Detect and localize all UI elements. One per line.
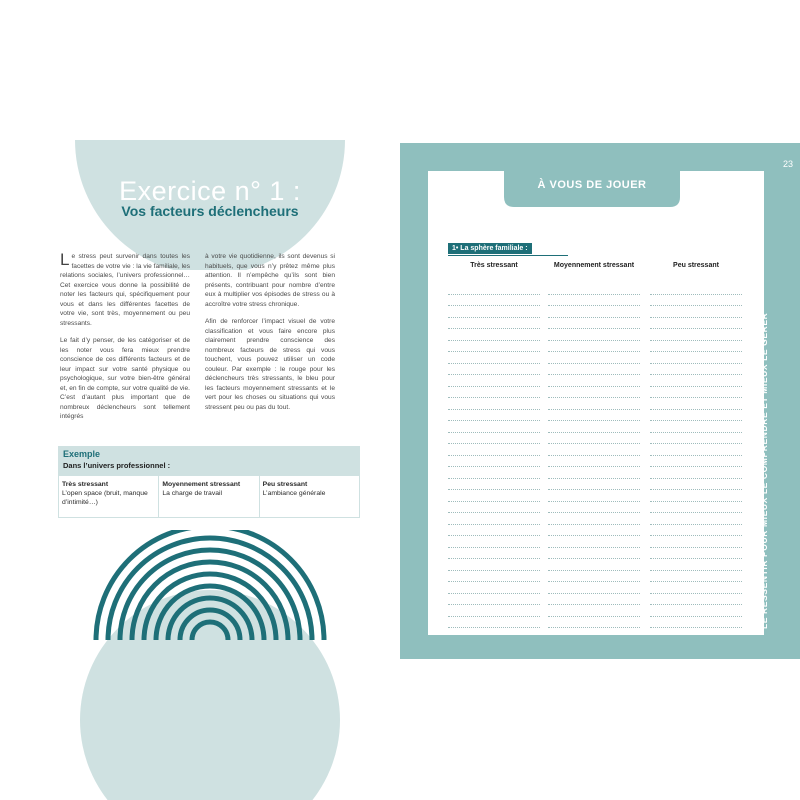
writing-line[interactable] [650, 548, 742, 560]
example-cell [260, 476, 359, 517]
writing-line[interactable] [448, 364, 540, 376]
writing-line[interactable] [650, 341, 742, 353]
column-heading-very-stressful: Très stressant [470, 262, 518, 269]
example-cell-heading: Moyennement stressant [162, 481, 241, 488]
writing-line[interactable] [548, 318, 640, 330]
writing-line[interactable] [548, 490, 640, 502]
page-number: 23 [782, 159, 793, 169]
writing-line[interactable] [548, 306, 640, 318]
body-column-1 [60, 252, 190, 430]
example-cell-text: La charge de travail [162, 490, 223, 497]
writing-line[interactable] [650, 444, 742, 456]
writing-line[interactable] [448, 295, 540, 307]
writing-line[interactable] [548, 329, 640, 341]
writing-line[interactable] [448, 387, 540, 399]
body-column-2 [205, 252, 335, 420]
example-label: Exemple [63, 449, 101, 459]
writing-line[interactable] [650, 582, 742, 594]
writing-line[interactable] [448, 329, 540, 341]
writing-line[interactable] [548, 283, 640, 295]
example-cell [59, 476, 159, 517]
writing-line[interactable] [548, 548, 640, 560]
writing-line[interactable] [650, 375, 742, 387]
writing-line[interactable] [650, 295, 742, 307]
writing-line[interactable] [548, 421, 640, 433]
writing-line[interactable] [548, 559, 640, 571]
example-cell [159, 476, 259, 517]
example-cell-text: L’ambiance générale [262, 490, 326, 497]
writing-line[interactable] [548, 456, 640, 468]
writing-line[interactable] [548, 444, 640, 456]
writing-line[interactable] [548, 582, 640, 594]
writing-line[interactable] [548, 594, 640, 606]
sphere-label: 1• La sphère familiale : [448, 243, 532, 254]
paragraph: à votre vie quotidienne, ils sont devenus si habituels, que vous n’y prêtez même plus attention. Il n’empêche qu’ils sont bien présents, contribuant pour nombre d’entre eux à multiplier vos épisodes de stress ou à accroître votre stress chronique. [205, 253, 335, 308]
paragraph: Afin de renforcer l’impact visuel de votre classification et vous faire encore plus clairement prendre conscience des nombreux facteurs de stress qui vous touchent, vous pouvez utiliser un code couleur. Par exemple : le rouge pour les déclencheurs très stressants, le bleu pour les facteurs moyennement stressants et le vert pour les choses ou situations qui vous stressent peu ou pas du tout. [205, 318, 335, 411]
writing-line[interactable] [650, 364, 742, 376]
writing-line[interactable] [548, 398, 640, 410]
writing-line[interactable] [650, 571, 742, 583]
writing-line[interactable] [650, 605, 742, 617]
writing-line[interactable] [448, 467, 540, 479]
writing-line[interactable] [448, 306, 540, 318]
writing-line[interactable] [650, 306, 742, 318]
writing-line[interactable] [548, 525, 640, 537]
writing-line[interactable] [448, 318, 540, 330]
writing-line[interactable] [650, 318, 742, 330]
writing-line[interactable] [650, 456, 742, 468]
writing-line[interactable] [650, 329, 742, 341]
writing-line[interactable] [548, 479, 640, 491]
writing-line[interactable] [448, 582, 540, 594]
writing-line[interactable] [448, 421, 540, 433]
writing-line[interactable] [448, 352, 540, 364]
writing-line[interactable] [548, 502, 640, 514]
exercise-title: Exercice n° 1 : [119, 176, 301, 206]
writing-line[interactable] [650, 283, 742, 295]
writing-line[interactable] [448, 594, 540, 606]
writing-line[interactable] [650, 490, 742, 502]
writing-line[interactable] [650, 467, 742, 479]
writing-line[interactable] [548, 375, 640, 387]
example-cell-heading: Peu stressant [262, 481, 308, 488]
writing-line[interactable] [650, 559, 742, 571]
writing-line[interactable] [448, 341, 540, 353]
example-context: Dans l’univers professionnel : [63, 461, 171, 470]
writing-line[interactable] [650, 617, 742, 629]
writing-line[interactable] [650, 421, 742, 433]
example-box [58, 446, 360, 518]
writing-line[interactable] [448, 283, 540, 295]
column-heading-slightly-stressful: Peu stressant [673, 262, 719, 269]
writing-line[interactable] [650, 525, 742, 537]
writing-line[interactable] [448, 617, 540, 629]
writing-line[interactable] [448, 479, 540, 491]
writing-line[interactable] [650, 479, 742, 491]
writing-line[interactable] [548, 352, 640, 364]
writing-line[interactable] [548, 536, 640, 548]
writing-line[interactable] [650, 410, 742, 422]
paragraph: e stress peut survenir dans toutes les facettes de votre vie : la vie familiale, les relations sociales, l’univers professionnel… Cet exercice vous donne la possibilité de noter les facteurs qui, spécifiquement pour vous et dans les différentes facettes de votre vie, sont très, moyennement ou peu stressants. [60, 253, 190, 327]
worksheet-paper [428, 171, 764, 635]
writing-line[interactable] [548, 295, 640, 307]
writing-line[interactable] [548, 617, 640, 629]
writing-line[interactable] [448, 513, 540, 525]
vertical-section-title: LE RESSENTIR POUR MIEUX LE COMPRENDRE ET MIEUX LE GÉRER [759, 312, 769, 629]
example-header [58, 446, 360, 476]
drop-cap: L [60, 250, 70, 269]
writing-lines-column-2[interactable] [548, 283, 640, 628]
writing-line[interactable] [548, 410, 640, 422]
concentric-arcs-decoration [90, 530, 330, 640]
example-cell-heading: Très stressant [62, 481, 109, 488]
right-page [400, 143, 800, 659]
writing-line[interactable] [650, 352, 742, 364]
writing-line[interactable] [448, 548, 540, 560]
writing-line[interactable] [548, 387, 640, 399]
writing-line[interactable] [448, 536, 540, 548]
writing-line[interactable] [448, 398, 540, 410]
paragraph: Le fait d’y penser, de les catégoriser et de les noter vous fera mieux prendre conscience de ces différents facteurs et de leur impact sur votre santé physique ou psychologique, sur votre bien-être général et, en fin de compte, sur votre qualité de vie. C’est d’autant plus important que de nombreux déclencheurs sont tellement intégrés [60, 337, 190, 420]
writing-line[interactable] [548, 341, 640, 353]
writing-line[interactable] [548, 513, 640, 525]
writing-line[interactable] [650, 594, 742, 606]
writing-line[interactable] [448, 490, 540, 502]
example-table [58, 476, 360, 518]
sphere-underline [448, 255, 568, 256]
writing-line[interactable] [548, 433, 640, 445]
example-cell-text: L’open space (bruit, manque d’intimité…) [62, 490, 148, 506]
writing-line[interactable] [448, 433, 540, 445]
writing-line[interactable] [448, 410, 540, 422]
writing-line[interactable] [448, 525, 540, 537]
exercise-subtitle: Vos facteurs déclencheurs [121, 203, 299, 219]
writing-line[interactable] [650, 387, 742, 399]
writing-line[interactable] [448, 502, 540, 514]
writing-line[interactable] [650, 398, 742, 410]
writing-line[interactable] [448, 456, 540, 468]
writing-lines-column-1[interactable] [448, 283, 540, 628]
writing-line[interactable] [650, 502, 742, 514]
writing-lines-column-3[interactable] [650, 283, 742, 628]
banner-title: À VOUS DE JOUER [537, 179, 647, 191]
writing-line[interactable] [548, 467, 640, 479]
writing-line[interactable] [448, 375, 540, 387]
writing-line[interactable] [548, 571, 640, 583]
column-heading-moderately-stressful: Moyennement stressant [553, 262, 635, 269]
writing-line[interactable] [448, 444, 540, 456]
writing-line[interactable] [548, 364, 640, 376]
writing-line[interactable] [650, 513, 742, 525]
writing-line[interactable] [650, 536, 742, 548]
writing-line[interactable] [650, 433, 742, 445]
writing-line[interactable] [448, 571, 540, 583]
writing-line[interactable] [448, 559, 540, 571]
writing-line[interactable] [548, 605, 640, 617]
writing-line[interactable] [448, 605, 540, 617]
